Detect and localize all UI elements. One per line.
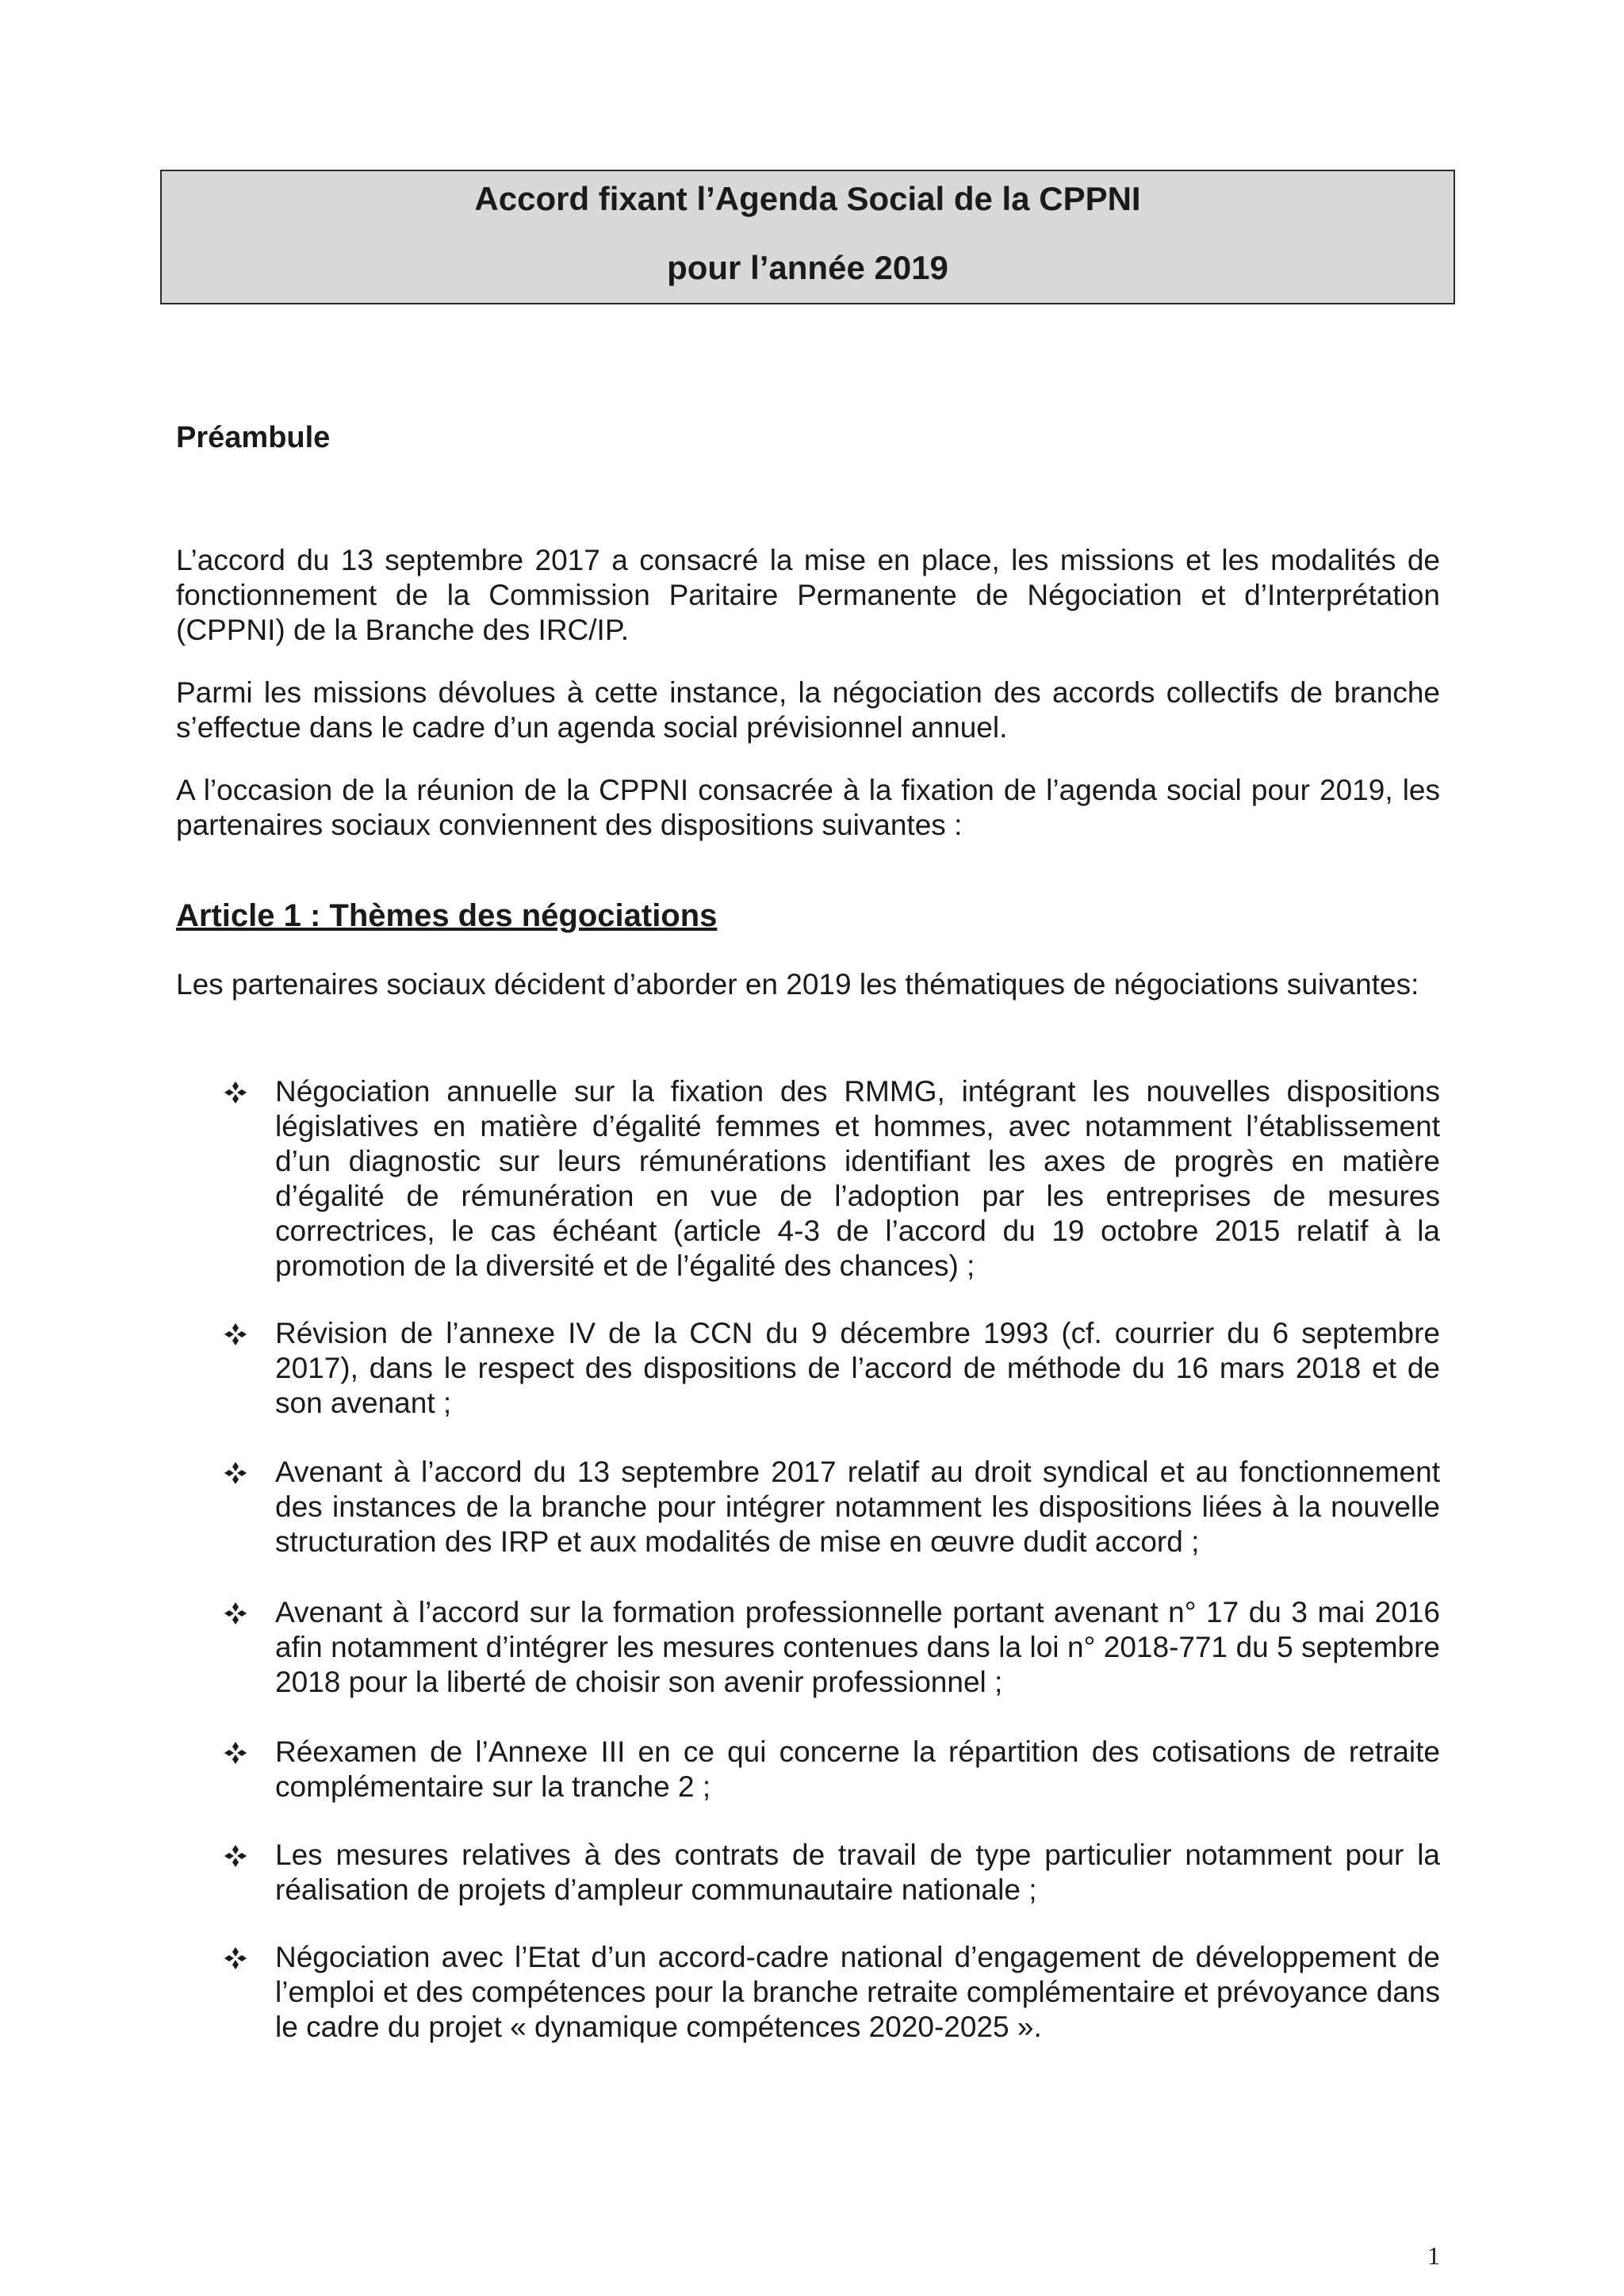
article-1-heading: Article 1 : Thèmes des négociations: [176, 898, 718, 933]
article-1-intro: Les partenaires sociaux décident d’aborder en 2019 les thématiques de négociations suivantes:: [176, 968, 1419, 1001]
four-diamond-bullet-icon: [224, 1322, 247, 1346]
four-diamond-bullet-icon: [224, 1081, 247, 1104]
list-item-text: Les mesures relatives à des contrats de travail de type particulier notamment pour la réalisation de projets d’ampleur communautaire nationale ;: [275, 1839, 1440, 1906]
list-item-text: Réexamen de l’Annexe III en ce qui concerne la répartition des cotisations de retraite complémentaire sur la tranche 2 ;: [275, 1735, 1440, 1803]
list-item-text: Négociation annuelle sur la fixation des RMMG, intégrant les nouvelles dispositions législatives en matière d’égalité femmes et hommes, avec notamment l’établissement d’un diagnostic sur leurs rémunérations identifiant les axes de progrès en matière d’égalité de rémunération en vue de l’adoption par les entreprises de mesures correctrices, le cas échéant (article 4-3 de l’accord du 19 octobre 2015 relatif à la promotion de la diversité et de l’égalité des chances) ;: [275, 1075, 1440, 1282]
title-box: [160, 170, 1455, 304]
four-diamond-bullet-icon: [224, 1601, 247, 1625]
list-item-text: Négociation avec l’Etat d’un accord-cadre national d’engagement de développement de l’emploi et des compétences pour la branche retraite complémentaire et prévoyance dans le cadre du projet « dynamique compétences 2020-2025 ».: [275, 1941, 1440, 2043]
four-diamond-bullet-icon: [224, 1844, 247, 1868]
document-title-line-2: pour l’année 2019: [667, 249, 948, 286]
preamble-heading: Préambule: [176, 421, 331, 454]
list-item-text: Avenant à l’accord du 13 septembre 2017 relatif au droit syndical et au fonctionnement des instances de la branche pour intégrer notamment les dispositions liées à la nouvelle structuration des IRP et aux modalités de mise en œuvre dudit accord ;: [275, 1456, 1440, 1558]
list-item-text: Révision de l’annexe IV de la CCN du 9 décembre 1993 (cf. courrier du 6 septembre 2017), dans le respect des dispositions de l’accord de méthode du 16 mars 2018 et de son avenant ;: [275, 1317, 1440, 1419]
preamble-paragraph: A l’occasion de la réunion de la CPPNI consacrée à la fixation de l’agenda social pour 2019, les partenaires sociaux conviennent des dispositions suivantes :: [176, 774, 1440, 841]
preamble-paragraph: L’accord du 13 septembre 2017 a consacré la mise en place, les missions et les modalités de fonctionnement de la Commission Paritaire Permanente de Négociation et d’Interprétation (CPPNI) de la Branche des IRC/IP.: [176, 544, 1440, 646]
four-diamond-bullet-icon: [224, 1461, 247, 1485]
preamble-paragraph: Parmi les missions dévolues à cette instance, la négociation des accords collectifs de branche s’effectue dans le cadre d’un agenda social prévisionnel annuel.: [176, 676, 1440, 744]
document-title-line-1: Accord fixant l’Agenda Social de la CPPNI: [474, 180, 1141, 217]
four-diamond-bullet-icon: [224, 1946, 247, 1970]
page-number: 1: [1427, 2241, 1440, 2270]
four-diamond-bullet-icon: [224, 1741, 247, 1765]
list-item-text: Avenant à l’accord sur la formation professionnelle portant avenant n° 17 du 3 mai 2016 afin notamment d’intégrer les mesures contenues dans la loi n° 2018-771 du 5 septembre 2018 pour la liberté de choisir son avenir professionnel ;: [275, 1596, 1440, 1698]
